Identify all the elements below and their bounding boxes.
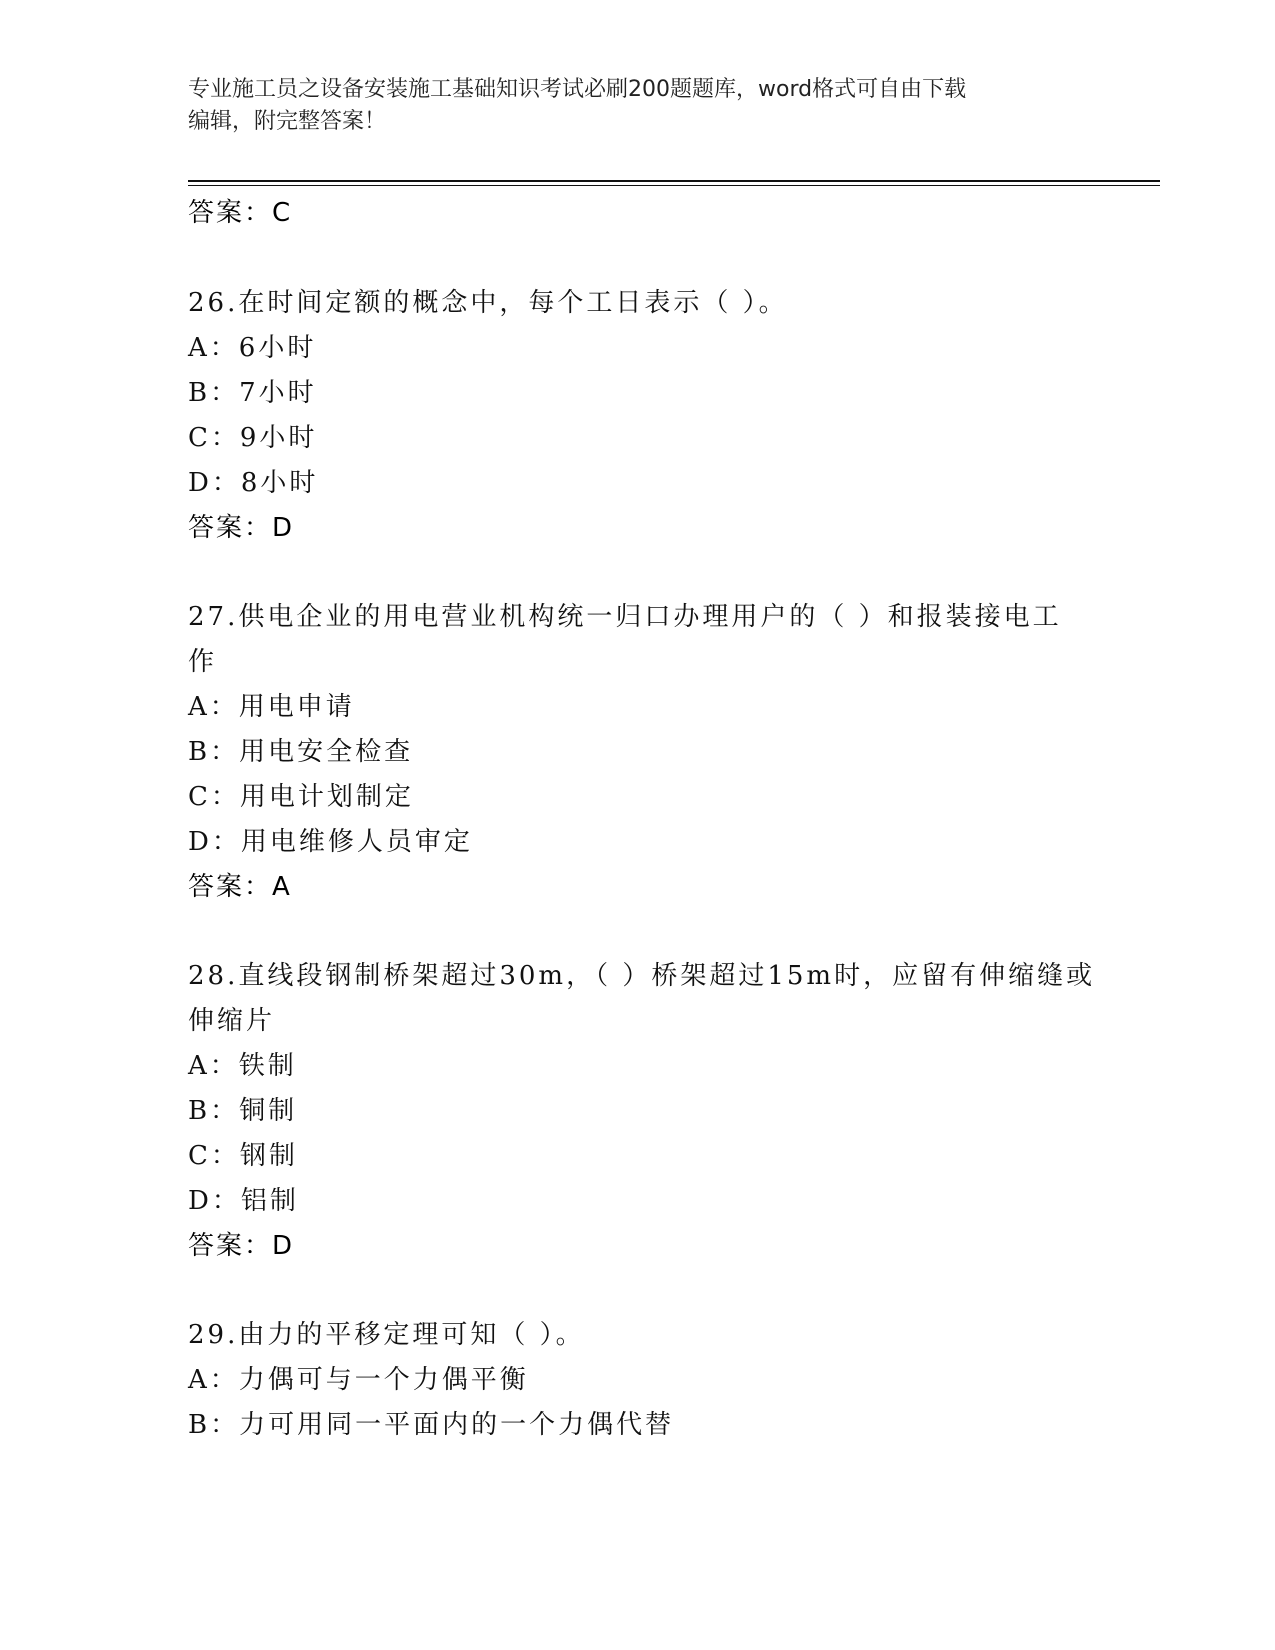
question-27-option-d: D：用电维修人员审定 <box>188 827 473 857</box>
header-divider-thin <box>188 185 1160 186</box>
question-29-stem: 29.由力的平移定理可知（ ）。 <box>188 1320 585 1350</box>
question-28-option-d: D：铝制 <box>188 1186 299 1216</box>
header-title-line-1: 专业施工员之设备安装施工基础知识考试必刷200题题库，word格式可自由下载 <box>188 77 967 102</box>
question-27-option-a: A：用电申请 <box>188 692 355 722</box>
question-27-stem-line-1: 27.供电企业的用电营业机构统一归口办理用户的（ ）和报装接电工 <box>188 602 1062 632</box>
question-26-stem: 26.在时间定额的概念中，每个工日表示（ ）。 <box>188 288 788 318</box>
question-26-option-c: C：9小时 <box>188 423 318 453</box>
question-27-stem-line-2: 作 <box>188 647 218 677</box>
question-26-option-d: D：8小时 <box>188 468 319 498</box>
header-title-line-2: 编辑，附完整答案！ <box>188 109 387 134</box>
question-28-option-a: A：铁制 <box>188 1051 297 1081</box>
question-26-option-a: A：6小时 <box>188 333 317 363</box>
page-header <box>188 74 1088 138</box>
question-29-option-a: A：力偶可与一个力偶平衡 <box>188 1365 529 1395</box>
question-28-option-c: C：钢制 <box>188 1141 298 1171</box>
question-27-answer: 答案：A <box>188 872 292 902</box>
question-28-stem-line-1: 28.直线段钢制桥架超过30m，（ ）桥架超过15m时，应留有伸缩缝或 <box>188 961 1096 991</box>
question-27-option-c: C：用电计划制定 <box>188 782 414 812</box>
answer-previous: 答案：C <box>188 198 293 228</box>
header-divider-thick <box>188 180 1160 182</box>
question-26-answer: 答案：D <box>188 513 295 543</box>
question-28-answer: 答案：D <box>188 1231 295 1261</box>
question-29-option-b: B：力可用同一平面内的一个力偶代替 <box>188 1410 675 1440</box>
question-26-option-b: B：7小时 <box>188 378 317 408</box>
question-28-option-b: B：铜制 <box>188 1096 298 1126</box>
question-27-option-b: B：用电安全检查 <box>188 737 414 767</box>
question-28-stem-line-2: 伸缩片 <box>188 1006 276 1036</box>
